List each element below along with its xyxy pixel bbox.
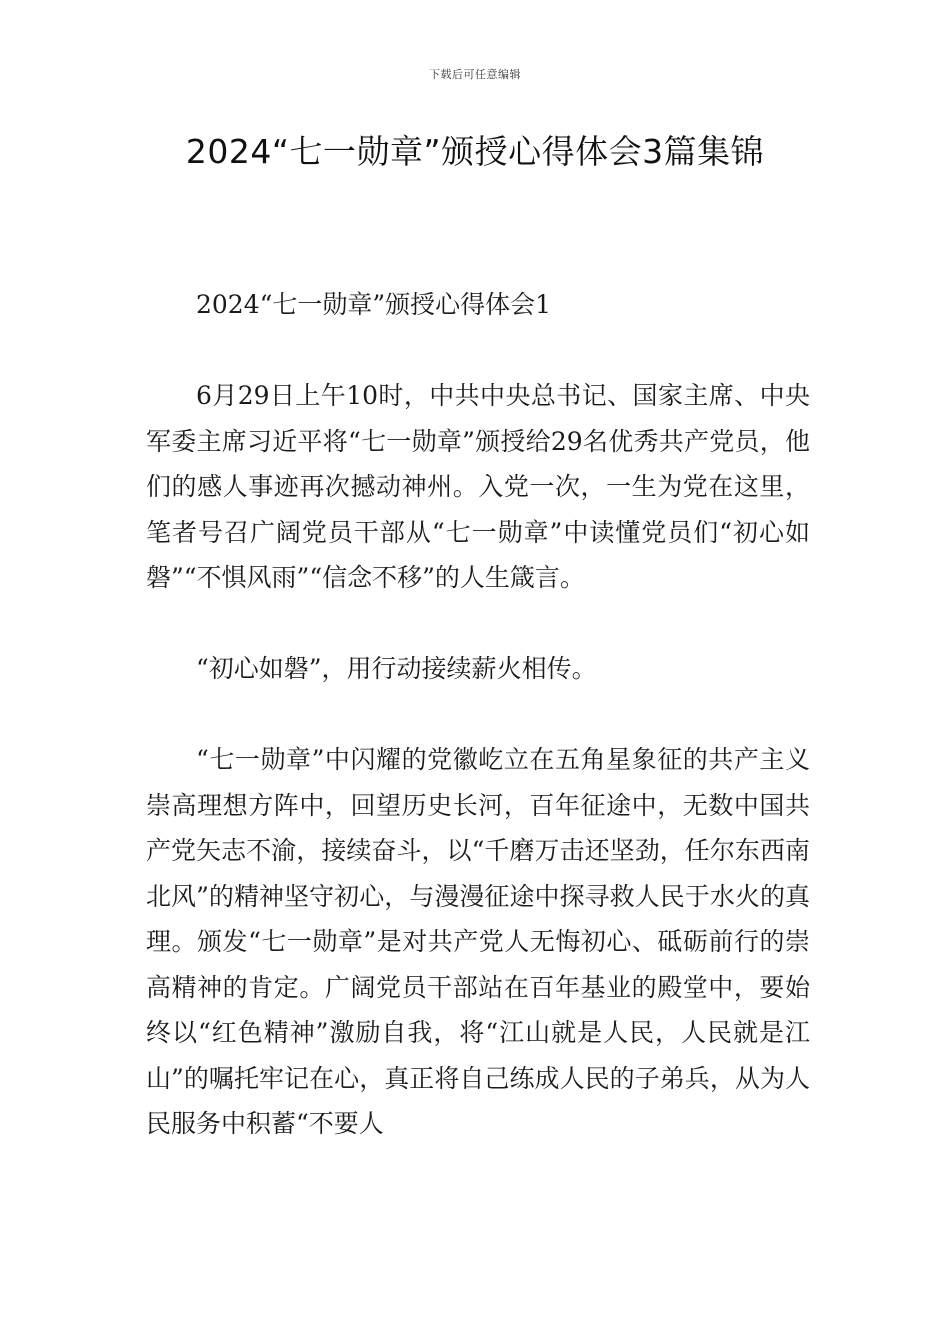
section-heading: 2024“七一勋章”颁授心得体会1: [196, 290, 552, 319]
header-note: 下载后可任意编辑: [429, 68, 521, 81]
subheading: “初心如磐”，用行动接续薪火相传。: [196, 654, 597, 683]
paragraph: 6月29日上午10时，中共中央总书记、国家主席、中央军委主席习近平将“七一勋章”颁授给29名优秀共产党员，他们的感人事迹再次撼动神州。入党一次，一生为党在这里，笔者号召广阔党员干部从“七一勋章”中读懂党员们“初心如磐”“不惧风雨”“信念不移”的人生箴言。: [146, 381, 810, 592]
document-body: [146, 282, 810, 1147]
document-title: 2024“七一勋章”颁授心得体会3篇集锦: [185, 132, 765, 171]
paragraph: “七一勋章”中闪耀的党徽屹立在五角星象征的共产主义崇高理想方阵中，回望历史长河，百年征途中，无数中国共产党矢志不渝，接续奋斗，以“千磨万击还坚劲，任尔东西南北风”的精神坚守初心，与漫漫征途中探寻救人民于水火的真理。颁发“七一勋章”是对共产党人无悔初心、砥砺前行的崇高精神的肯定。广阔党员干部站在百年基业的殿堂中，要始终以“红色精神”激励自我，将“江山就是人民，人民就是江山”的嘱托牢记在心，真正将自己练成人民的子弟兵，从为人民服务中积蓄“不要人: [146, 745, 810, 1138]
